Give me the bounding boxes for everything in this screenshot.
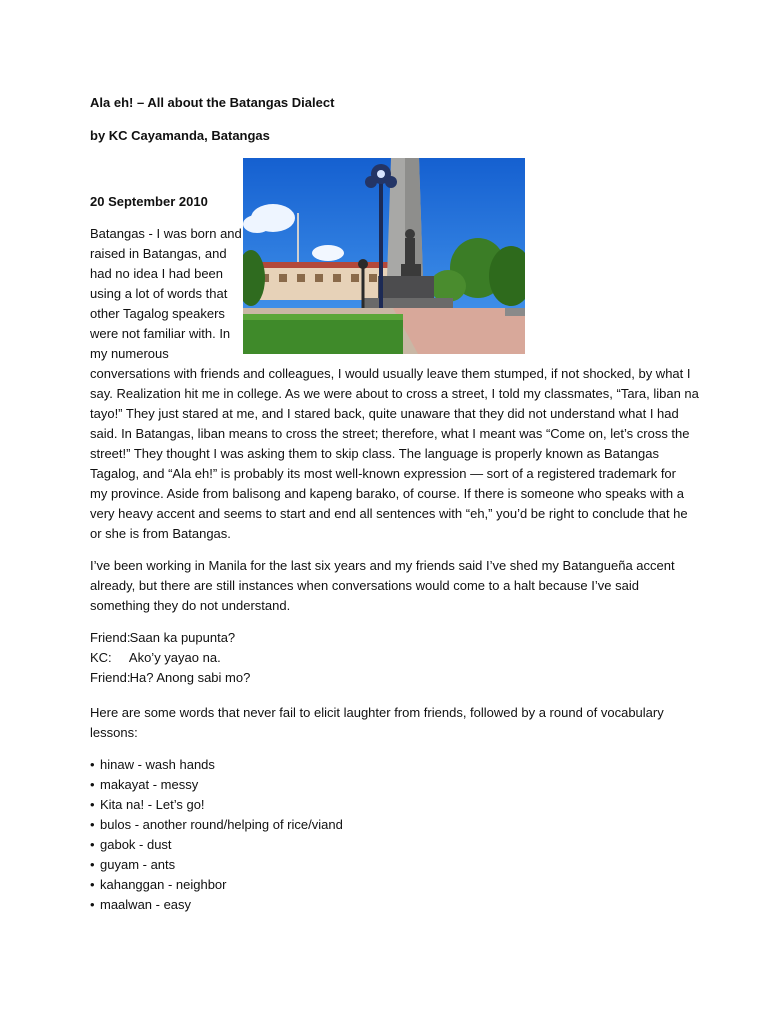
manila-paragraph — [90, 556, 675, 616]
paragraph-line: something they do not understand. — [90, 598, 291, 613]
paragraph-line: very heavy accent and seems to start and end all sentences with “eh,” you’d be right to conclude that he — [90, 506, 688, 521]
dialogue-speaker: KC: — [90, 650, 112, 665]
paragraph-line: or she is from Batangas. — [90, 526, 231, 541]
dialogue-text: Saan ka pupunta? — [129, 630, 236, 645]
bullet-icon: • — [90, 797, 95, 812]
bullet-icon: • — [90, 877, 95, 892]
paragraph-line: already, but there are still instances when conversations would come to a halt because I’ve said — [90, 578, 639, 593]
list-item — [90, 875, 343, 895]
paragraph-line: street!” They thought I was asking them to skip class. The language is properly known as Batangas — [90, 446, 659, 461]
list-item-text: Kita na! - Let’s go! — [100, 797, 205, 812]
bullet-icon: • — [90, 777, 95, 792]
list-item-text: bulos - another round/helping of rice/viand — [100, 817, 343, 832]
dialogue-line — [90, 628, 250, 648]
vocabulary-list — [90, 755, 343, 915]
paragraph-line: other Tagalog speakers — [90, 306, 225, 321]
dialogue-speaker: Friend: — [90, 630, 131, 645]
paragraph-line: Tagalog, and “Ala eh!” is probably its most well-known expression — sort of a registered trademark for — [90, 466, 676, 481]
list-item — [90, 835, 343, 855]
paragraph-line: I’ve been working in Manila for the last six years and my friends said I’ve shed my Batangueña accent — [90, 558, 675, 573]
dialogue-line — [90, 668, 250, 688]
list-item-text: gabok - dust — [100, 837, 172, 852]
article-title: Ala eh! – All about the Batangas Dialect — [90, 95, 335, 110]
paragraph-line: my province. Aside from balisong and kapeng barako, of course. If there is someone who speaks with a — [90, 486, 684, 501]
dialogue-text: Ha? Anong sabi mo? — [129, 670, 251, 685]
bullet-icon: • — [90, 837, 95, 852]
bullet-icon: • — [90, 757, 95, 772]
dialogue-block — [90, 628, 250, 688]
dialogue-text: Ako’y yayao na. — [128, 650, 221, 665]
paragraph-line: were not familiar with. In — [90, 326, 231, 341]
dialogue-line — [90, 648, 250, 668]
paragraph-line: using a lot of words that — [90, 286, 228, 301]
monument-photo — [243, 158, 525, 354]
paragraph-line: had no idea I had been — [90, 266, 224, 281]
article-date: 20 September 2010 — [90, 194, 208, 209]
list-item — [90, 775, 343, 795]
vocabulary-intro-paragraph — [90, 703, 664, 743]
paragraph-line: my numerous — [90, 346, 169, 361]
list-item-text: makayat - messy — [100, 777, 199, 792]
list-item — [90, 895, 343, 915]
paragraph-line: Here are some words that never fail to elicit laughter from friends, followed by a round of vocabulary — [90, 705, 664, 720]
list-item — [90, 755, 343, 775]
bullet-icon: • — [90, 857, 95, 872]
paragraph-line: say. Realization hit me in college. As we were about to cross a street, I told my classmates, “Tara, liban na — [90, 386, 699, 401]
paragraph-line: tayo!” They just stared at me, and I stared back, quite unaware that they did not understand what I had — [90, 406, 679, 421]
list-item — [90, 795, 343, 815]
list-item — [90, 855, 343, 875]
bullet-icon: • — [90, 817, 95, 832]
intro-paragraph-wrapped — [90, 224, 240, 344]
bullet-icon: • — [90, 897, 95, 912]
paragraph-line: Batangas - I was born and — [90, 226, 242, 241]
list-item-text: hinaw - wash hands — [100, 757, 215, 772]
paragraph-line: said. In Batangas, liban means to cross the street; therefore, what I meant was “Come on, let’s cross the — [90, 426, 690, 441]
list-item-text: guyam - ants — [100, 857, 176, 872]
paragraph-line: lessons: — [90, 725, 138, 740]
list-item-text: kahanggan - neighbor — [100, 877, 227, 892]
paragraph-line: conversations with friends and colleagues, I would usually leave them stumped, if not shocked, by what I — [90, 366, 691, 381]
list-item-text: maalwan - easy — [100, 897, 192, 912]
article-byline: by KC Cayamanda, Batangas — [90, 128, 270, 143]
intro-paragraph-continued — [90, 344, 699, 544]
dialogue-speaker: Friend: — [90, 670, 131, 685]
paragraph-line: raised in Batangas, and — [90, 246, 227, 261]
list-item — [90, 815, 343, 835]
